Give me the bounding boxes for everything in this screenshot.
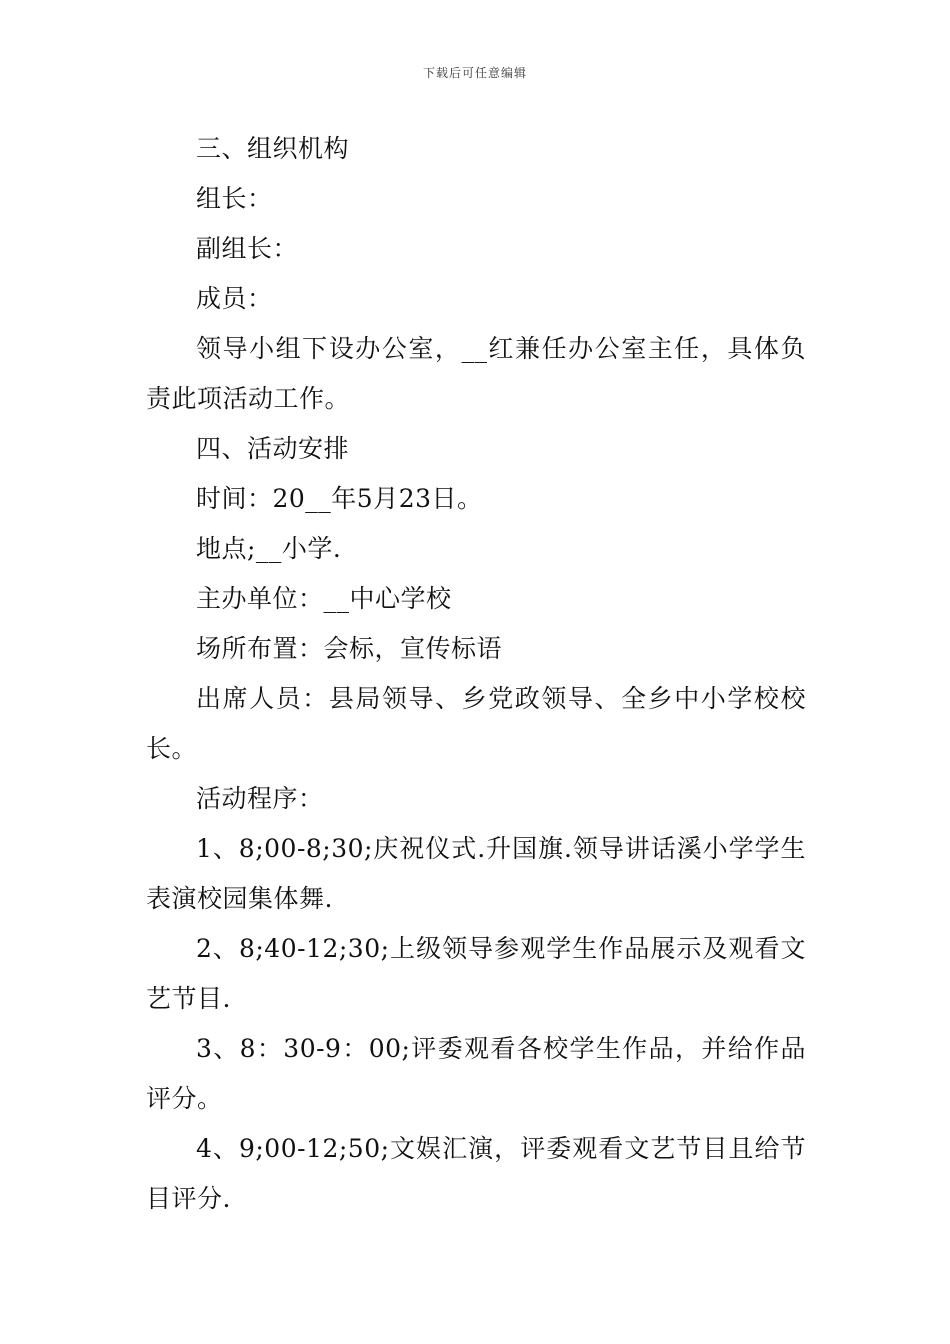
location-line: 地点;__小学. — [196, 534, 342, 563]
program-item-3: 3、8：30-9：00;评委观看各校学生作品，并给作品评分。 — [146, 1034, 806, 1113]
time-line: 时间：20__年5月23日。 — [196, 484, 483, 513]
attendees-paragraph: 出席人员：县局领导、乡党政领导、全乡中小学校校长。 — [146, 684, 806, 763]
organizer-line: 主办单位：__中心学校 — [196, 584, 452, 613]
program-heading: 活动程序： — [196, 784, 324, 813]
venue-setup-line: 场所布置：会标，宣传标语 — [196, 634, 503, 663]
program-item-2: 2、8;40-12;30;上级领导参观学生作品展示及观看文艺节目. — [146, 934, 806, 1013]
program-item-4: 4、9;00-12;50;文娱汇演，评委观看文艺节目且给节目评分. — [146, 1134, 806, 1213]
office-paragraph: 领导小组下设办公室，__红兼任办公室主任，具体负责此项活动工作。 — [146, 334, 806, 413]
document-body — [146, 124, 806, 1224]
section-heading-schedule: 四、活动安排 — [196, 434, 350, 463]
section-heading-organization: 三、组织机构 — [196, 134, 350, 163]
page-header-note: 下载后可任意编辑 — [422, 66, 527, 80]
leader-line: 组长： — [196, 184, 273, 213]
members-line: 成员： — [196, 284, 273, 313]
program-item-1: 1、8;00-8;30;庆祝仪式.升国旗.领导讲话溪小学学生表演校园集体舞. — [146, 834, 806, 913]
deputy-leader-line: 副组长： — [196, 234, 299, 263]
